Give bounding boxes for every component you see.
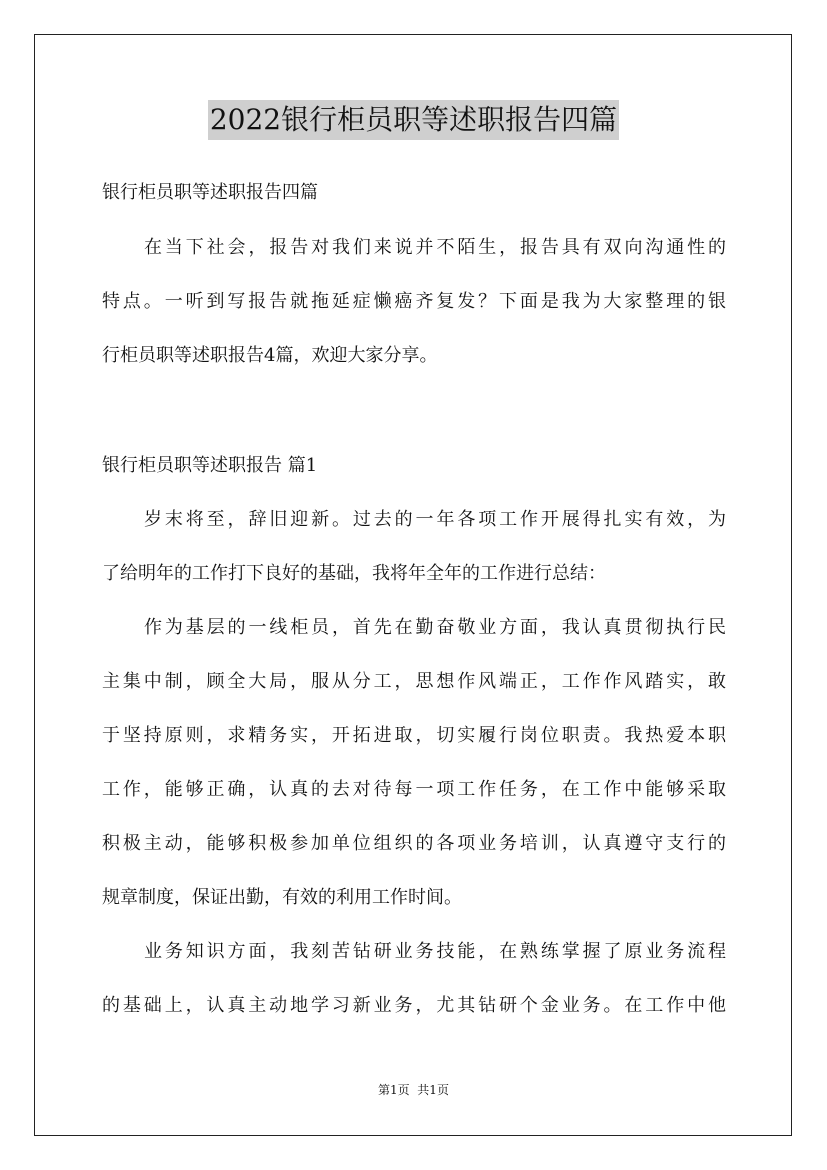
para3-line-2: 的基础上，认真主动地学习新业务，尤其钻研个金业务。在工作中他 (102, 995, 726, 1016)
para2-line-4: 工作，能够正确，认真的去对待每一项工作任务，在工作中能够采取 (102, 779, 726, 800)
intro-line-1: 在当下社会，报告对我们来说并不陌生，报告具有双向沟通性的 (144, 237, 726, 258)
para1-line-2: 了给明年的工作打下良好的基础，我将年全年的工作进行总结： (102, 563, 606, 584)
para2-line-2: 主集中制，顾全大局，服从分工，思想作风端正，工作作风踏实，敢 (102, 671, 726, 692)
page-number-footer: 第1页 共1页 (378, 1083, 449, 1097)
document-subtitle: 银行柜员职等述职报告四篇 (102, 182, 318, 203)
para2-line-5: 积极主动，能够积极参加单位组织的各项业务培训，认真遵守支行的 (102, 833, 726, 854)
section-heading: 银行柜员职等述职报告 篇1 (102, 455, 318, 476)
title-container (0, 100, 827, 140)
intro-line-2: 特点。一听到写报告就拖延症懒癌齐复发？下面是我为大家整理的银 (102, 291, 726, 312)
para1-line-1: 岁末将至，辞旧迎新。过去的一年各项工作开展得扎实有效，为 (144, 509, 726, 530)
para2-line-1: 作为基层的一线柜员，首先在勤奋敬业方面，我认真贯彻执行民 (144, 617, 726, 638)
intro-line-3: 行柜员职等述职报告4篇，欢迎大家分享。 (102, 345, 438, 366)
document-title: 2022银行柜员职等述职报告四篇 (208, 100, 619, 140)
para3-line-1: 业务知识方面，我刻苦钻研业务技能，在熟练掌握了原业务流程 (144, 941, 726, 962)
para2-line-6: 规章制度，保证出勤，有效的利用工作时间。 (102, 887, 462, 908)
para2-line-3: 于坚持原则，求精务实，开拓进取，切实履行岗位职责。我热爱本职 (102, 725, 726, 746)
